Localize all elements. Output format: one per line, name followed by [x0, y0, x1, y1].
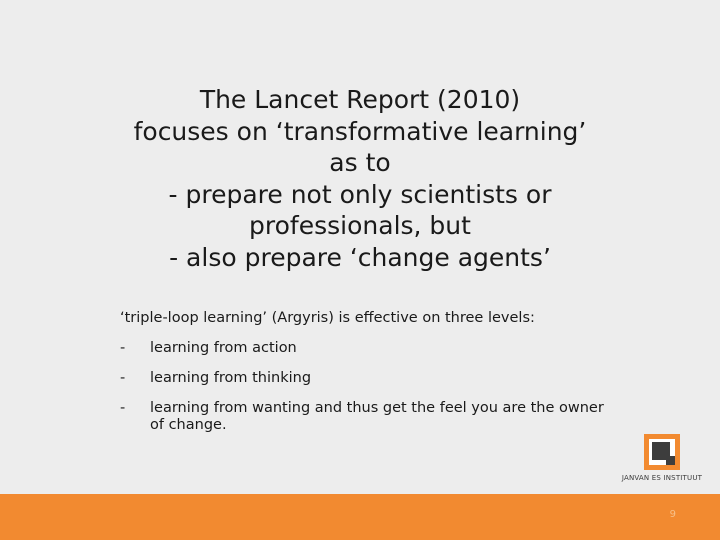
bullet-marker: -: [120, 370, 126, 386]
logo-text: JANVAN ES INSTITUUT: [621, 474, 703, 482]
bullet-marker: -: [120, 400, 126, 416]
bullet-item: [120, 340, 620, 357]
institute-logo: [614, 434, 710, 490]
bullet-text: learning from wanting and thus get the feel you are the owner of change.: [150, 400, 604, 433]
page-number: 9: [669, 509, 676, 520]
body-text: [120, 310, 620, 447]
bullet-marker: -: [120, 340, 126, 356]
title-line: focuses on ‘transformative learning’: [133, 116, 587, 146]
footer-bar: [0, 494, 720, 540]
bullet-item: [120, 370, 620, 387]
bullet-text: learning from thinking: [150, 370, 312, 386]
title-line: professionals, but: [249, 211, 471, 240]
logo-mark-icon: [644, 434, 680, 470]
title-line: as to: [329, 148, 391, 177]
title-line: - prepare not only scientists or: [168, 179, 552, 209]
title-line: The Lancet Report (2010): [199, 85, 521, 114]
bullet-item: [120, 400, 620, 434]
intro-text: ‘triple-loop learning’ (Argyris) is effective on three levels:: [120, 310, 535, 326]
title-line: - also prepare ‘change agents’: [169, 242, 551, 272]
bullet-text: learning from action: [150, 340, 297, 356]
slide-title: [60, 84, 660, 273]
